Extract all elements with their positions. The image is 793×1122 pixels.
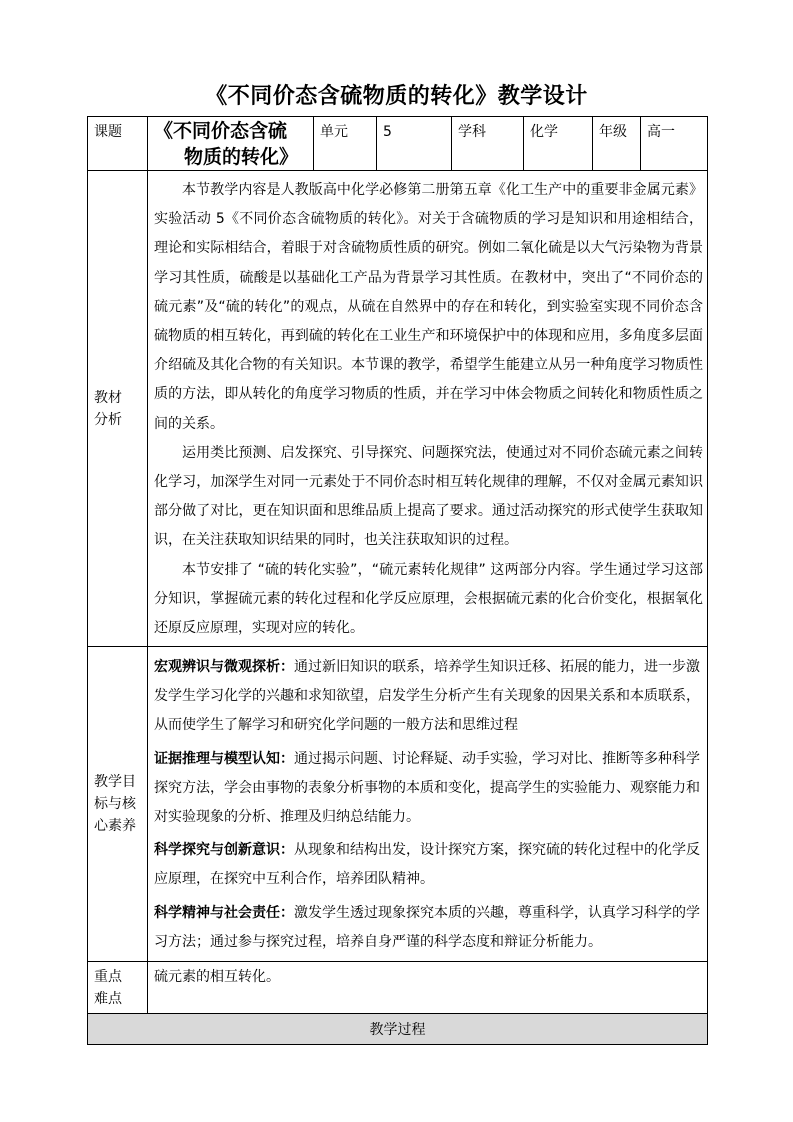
goals-row xyxy=(88,647,708,962)
grade-value: 高一 xyxy=(641,117,708,171)
grade-label: 年级 xyxy=(593,117,641,171)
goal-item: 科学精神与社会责任：激发学生透过现象探究本质的兴趣，尊重科学，认真学习科学的学习方法；通过参与探究过程，培养自身严谨的科学态度和辩证分析能力。 xyxy=(154,904,700,950)
keypoints-row xyxy=(88,962,708,1014)
subject-label: 学科 xyxy=(452,117,524,171)
analysis-paragraph: 本节教学内容是人教版高中化学必修第二册第五章《化工生产中的重要非金属元素》实验活动 5《不同价态含硫物质的转化》。对关于含硫物质的学习是知识和用途相结合，理论和实际相结合，着眼于对含硫物质性质的研究。例如二氧化硫是以大气污染物为背景学习其性质，硫酸是以基础化工产品为背景学习其性质。在教材中，突出了“不同价态的硫元素”及“硫的转化”的观点，从硫在自然界中的存在和转化，到实验室实现不同价态含硫物质的相互转化，再到硫的转化在工业生产和环境保护中的体现和应用，多角度多层面介绍硫及其化合物的有关知识。本节课的教学，希望学生能建立从另一种角度学习物质性质的方法，即从转化的角度学习物质的性质，并在学习中体会物质之间转化和物质性质之间的关系。 xyxy=(154,182,703,432)
lesson-plan-table xyxy=(87,116,708,1045)
process-row xyxy=(88,1014,708,1045)
goals-content xyxy=(148,647,708,962)
process-header: 教学过程 xyxy=(88,1014,708,1045)
analysis-paragraph: 本节安排了 “硫的转化实验”，“硫元素转化规律” 这两部分内容。学生通过学习这部分知识，掌握硫元素的转化过程和化学反应原理，会根据硫元素的化合价变化，根据氧化还原反应原理，实现对应的转化。 xyxy=(154,561,703,637)
topic-label: 课题 xyxy=(88,117,148,171)
subject-value: 化学 xyxy=(524,117,593,171)
analysis-paragraph: 运用类比预测、启发探究、引导探究、问题探究法，使通过对不同价态硫元素之间转化学习，加深学生对同一元素处于不同价态时相互转化规律的理解，不仅对金属元素知识部分做了对比，更在知识面和思维品质上提高了要求。通过活动探究的形式使学生获取知识，在关注获取知识结果的同时，也关注获取知识的过程。 xyxy=(154,444,703,549)
goal-item: 科学探究与创新意识：从现象和结构出发，设计探究方案，探究硫的转化过程中的化学反应原理，在探究中互利合作，培养团队精神。 xyxy=(154,842,700,888)
document-title: 《不同价态含硫物质的转化》教学设计 xyxy=(205,84,588,109)
goal-item: 宏观辨识与微观探析：通过新旧知识的联系，培养学生知识迁移、拓展的能力，进一步激发学生学习化学的兴趣和求知欲望，启发学生分析产生有关现象的因果关系和本质联系，从而使学生了解学习和研究化学问题的一般方法和思维过程 xyxy=(154,659,700,734)
topic-line-2: 物质的转化》 xyxy=(184,146,299,168)
topic-line-1: 《不同价态含硫 xyxy=(154,120,288,142)
goals-label: 教学目 标与核 心素养 xyxy=(88,647,148,962)
unit-value: 5 xyxy=(377,117,452,171)
keypoints-label: 重点 难点 xyxy=(88,962,148,1014)
analysis-label: 教材 分析 xyxy=(88,171,148,647)
header-row xyxy=(88,117,708,171)
unit-label: 单元 xyxy=(314,117,377,171)
analysis-content xyxy=(148,171,708,647)
goal-item: 证据推理与模型认知：通过揭示问题、讨论释疑、动手实验，学习对比、推断等多种科学探究方法，学会由事物的表象分析事物的本质和变化，提高学生的实验能力、观察能力和对实验现象的分析、推理及归纳总结能力。 xyxy=(154,750,700,826)
topic-value xyxy=(148,117,314,171)
analysis-row xyxy=(88,171,708,647)
keypoints-content: 硫元素的相互转化。 xyxy=(148,962,708,1014)
